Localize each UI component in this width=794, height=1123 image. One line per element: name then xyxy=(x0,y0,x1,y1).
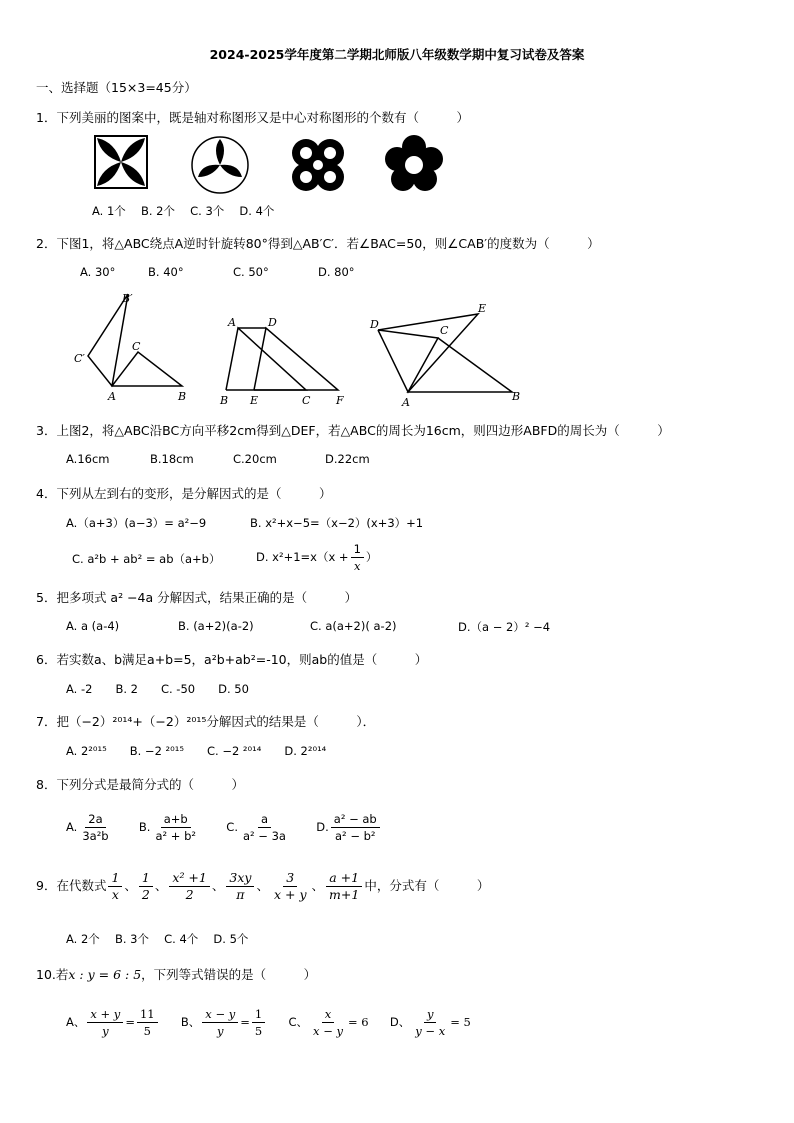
q10-option-b: B、 $\frac{x - y}{y}$ = $\frac{1}{5}$ xyxy=(181,1015,267,1029)
fig3-label-b: B xyxy=(512,390,521,403)
question-1-stem: 1．下列美丽的图案中，既是轴对称图形又是中心对称图形的个数有（ ） xyxy=(36,110,469,125)
q1-pattern-figures xyxy=(92,133,452,195)
q8-options xyxy=(66,812,382,843)
q5-option-a: A. a (a-4) xyxy=(66,619,120,633)
question-2-stem: 2．下图1，将△ABC绕点A逆时针旋转80°得到△AB′C′．若∠BAC=50，则∠CAB′的度数为（ ） xyxy=(36,236,600,251)
q3-option-a: A.16cm xyxy=(66,452,110,466)
q3-option-d: D.22cm xyxy=(325,452,370,466)
q8-option-c: C. $\frac{a}{\text{a² − 3a}}$ xyxy=(226,812,286,843)
section-heading: 一、选择题（15×3=45分） xyxy=(36,80,197,95)
question-10-stem: 10.若x : y = 6 : 5，下列等式错误的是（ ） xyxy=(36,967,317,982)
q4-option-a: A.（a+3）(a−3）= a²−9 xyxy=(66,516,207,530)
fig1-label-b: B xyxy=(178,390,187,403)
fig3-label-d: D xyxy=(370,318,379,331)
fig2-label-f: F xyxy=(336,394,344,407)
figure-3-rotation xyxy=(369,302,520,409)
q10-options xyxy=(66,1007,471,1038)
q5-option-d: D.（a − 2）² −4 xyxy=(458,620,551,634)
q4-d-denominator: x xyxy=(353,559,361,573)
q8-option-a: A. $\frac{2a}{\text{3a²b}}$ xyxy=(66,812,109,843)
q4-option-d: D. x²+1=x（x + $\frac{1}{x}$ ） xyxy=(256,542,378,573)
figure-2-translation xyxy=(219,316,344,407)
question-3-stem: 3．上图2，将△ABC沿BC方向平移2cm得到△DEF，若△ABC的周长为16cm，则四边形ABFD的周长为（ ） xyxy=(36,423,670,438)
q10-option-d: D、 $\frac{y}{y - x}$ = 5 xyxy=(389,1007,471,1038)
fig3-label-c: C xyxy=(440,324,449,337)
q5-option-b: B. (a+2)(a-2) xyxy=(178,619,254,633)
question-1-options: A. 1个 B. 2个 C. 3个 D. 4个 xyxy=(92,204,275,218)
question-9-options: A. 2个 B. 3个 C. 4个 D. 5个 xyxy=(66,932,249,946)
q2-option-d: D. 80° xyxy=(318,265,355,279)
page-title: 2024-2025学年度第二学期北师版八年级数学期中复习试卷及答案 xyxy=(209,47,585,62)
question-9-stem: 9．在代数式 $\frac{1}{x}$ 、 $\frac{1}{2}$ 、 $\frac{\text{x² +1}}{2}$ 、 $\frac{3xy}{\pi}$ 、 $\frac{3}{x + y}$ 、 $\frac{a +1}{m+1}$ 中，分式有（ ） xyxy=(36,870,490,902)
pattern-flower xyxy=(385,135,443,191)
fig2-label-d: D xyxy=(268,316,277,329)
fig3-label-e: E xyxy=(478,302,487,315)
question-6-options: A. -2 B. 2 C. -50 D. 50 xyxy=(66,682,249,696)
fig3-label-a: A xyxy=(402,396,410,409)
fig1-label-bprime: B′ xyxy=(122,292,133,305)
q5-option-c: C. a(a+2)( a-2) xyxy=(310,619,397,633)
q4-option-b: B. x²+x−5=（x−2）(x+3）+1 xyxy=(250,516,424,530)
question-7-options: A. 2²⁰¹⁵ B. −2 ²⁰¹⁵ C. −2 ²⁰¹⁴ D. 2²⁰¹⁴ xyxy=(66,744,327,758)
q10-option-a: A、 $\frac{x + y}{y}$ = $\frac{11}{5}$ xyxy=(66,1015,160,1029)
q2-option-b: B. 40° xyxy=(148,265,184,279)
question-6-stem: 6．若实数a、b满足a+b=5，a²b+ab²=-10，则ab的值是（ ） xyxy=(36,652,428,667)
fig2-label-a: A xyxy=(228,316,236,329)
q2-option-c: C. 50° xyxy=(233,265,269,279)
fig2-label-e: E xyxy=(250,394,259,407)
q3-option-b: B.18cm xyxy=(150,452,194,466)
q10-option-c: C、 $\frac{x}{x - y}$ = 6 xyxy=(288,1007,369,1038)
fig1-label-a: A xyxy=(108,390,116,403)
q4-option-c: C. a²b + ab² = ab（a+b） xyxy=(72,552,221,566)
fig1-label-c: C xyxy=(132,340,141,353)
fig1-label-cprime: C′ xyxy=(74,352,85,365)
q4-d-numerator: 1 xyxy=(351,542,364,558)
question-8-stem: 8．下列分式是最简分式的（ ） xyxy=(36,777,244,792)
q3-option-c: C.20cm xyxy=(233,452,277,466)
q2-option-a: A. 30° xyxy=(80,265,116,279)
question-4-stem: 4．下列从左到右的变形，是分解因式的是（ ） xyxy=(36,486,332,501)
pattern-three-blades xyxy=(192,137,248,193)
question-5-stem: 5．把多项式 a² −4a 分解因式，结果正确的是（ ） xyxy=(36,590,358,605)
pattern-four-rings xyxy=(292,139,344,191)
pattern-square-petals xyxy=(95,136,147,188)
fig2-label-c: C xyxy=(302,394,311,407)
q8-option-b: B. $\frac{a+b}{\text{a² + b²}}$ xyxy=(138,812,196,843)
figure-1-rotation xyxy=(74,292,186,403)
q8-option-d: D. $\frac{\text{a² − ab}}{\text{a² − b²}}$ xyxy=(316,820,381,834)
fig2-label-b: B xyxy=(220,394,229,407)
question-7-stem: 7．把（−2）²⁰¹⁴+（−2）²⁰¹⁵分解因式的结果是（ ）． xyxy=(36,714,376,729)
geometry-figures xyxy=(70,290,530,410)
